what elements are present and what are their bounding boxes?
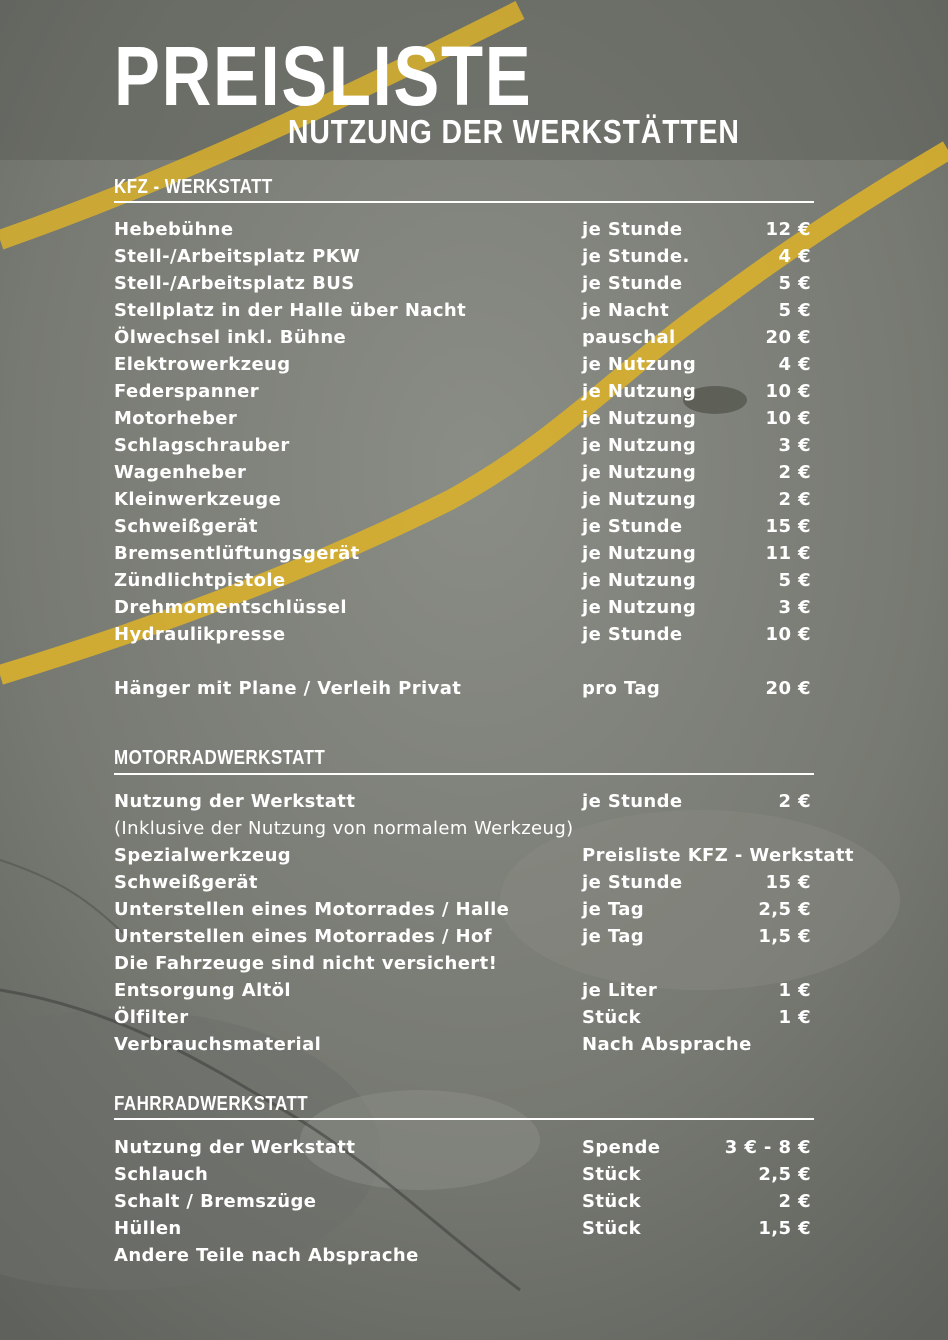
item-price: 5 € <box>778 300 811 321</box>
price-row <box>114 594 864 621</box>
price-row <box>114 977 864 1004</box>
item-name: Schlauch <box>114 1164 209 1185</box>
item-name: Spezialwerkzeug <box>114 845 292 866</box>
item-name: Verbrauchsmaterial <box>114 1034 322 1055</box>
item-unit: pro Tag <box>582 678 661 699</box>
item-price: 2 € <box>778 1191 811 1212</box>
item-name: Elektrowerkzeug <box>114 354 291 375</box>
price-row <box>114 216 864 243</box>
item-price: 20 € <box>765 678 811 699</box>
item-name: Ölfilter <box>114 1007 189 1028</box>
item-name: Stell-/Arbeitsplatz BUS <box>114 273 355 294</box>
price-row <box>114 1242 864 1269</box>
item-unit: je Nutzung <box>582 570 697 591</box>
item-name: Unterstellen eines Motorrades / Hof <box>114 926 492 947</box>
price-row <box>114 1134 864 1161</box>
item-unit: Stück <box>582 1164 642 1185</box>
price-row <box>114 1004 864 1031</box>
section-divider <box>114 1118 814 1120</box>
item-unit: Stück <box>582 1191 642 1212</box>
row-note: (Inklusive der Nutzung von normalem Werkzeug) <box>114 818 574 839</box>
item-name: Nutzung der Werkstatt <box>114 791 356 812</box>
item-price: 1,5 € <box>758 926 811 947</box>
item-unit: je Nacht <box>582 300 670 321</box>
item-name: Entsorgung Altöl <box>114 980 291 1001</box>
price-row <box>114 1031 864 1058</box>
item-name: Nutzung der Werkstatt <box>114 1137 356 1158</box>
item-name: Schweißgerät <box>114 872 258 893</box>
section-heading-fahrrad: FAHRRADWERKSTATT <box>114 1093 309 1115</box>
price-table-motorrad <box>114 788 864 1058</box>
item-unit: je Liter <box>582 980 658 1001</box>
price-row <box>114 378 864 405</box>
section-divider <box>114 201 814 203</box>
item-unit: je Stunde. <box>582 246 690 267</box>
item-name: Schweißgerät <box>114 516 258 537</box>
item-price: 2 € <box>778 489 811 510</box>
price-row <box>114 675 864 702</box>
section-heading-kfz: KFZ - WERKSTATT <box>114 176 273 198</box>
item-unit: Nach Absprache <box>582 1034 752 1055</box>
item-name: Motorheber <box>114 408 238 429</box>
item-name: Hänger mit Plane / Verleih Privat <box>114 678 462 699</box>
price-row <box>114 815 864 842</box>
item-name: Bremsentlüftungsgerät <box>114 543 360 564</box>
page-subtitle: NUTZUNG DER WERKSTÄTTEN <box>288 113 740 150</box>
price-row <box>114 297 864 324</box>
item-unit: je Nutzung <box>582 597 697 618</box>
item-price: 10 € <box>765 408 811 429</box>
item-name: Stellplatz in der Halle über Nacht <box>114 300 467 321</box>
item-name: Drehmomentschlüssel <box>114 597 347 618</box>
price-row <box>114 869 864 896</box>
item-unit: je Stunde <box>582 273 683 294</box>
item-name: Hebebühne <box>114 219 234 240</box>
item-price: 1 € <box>778 1007 811 1028</box>
item-name: Die Fahrzeuge sind nicht versichert! <box>114 953 498 974</box>
item-unit: je Nutzung <box>582 489 697 510</box>
price-row <box>114 621 864 648</box>
item-name: Federspanner <box>114 381 260 402</box>
price-row <box>114 405 864 432</box>
item-unit: Spende <box>582 1137 661 1158</box>
item-price: 1 € <box>778 980 811 1001</box>
item-price: 5 € <box>778 570 811 591</box>
item-unit: je Stunde <box>582 219 683 240</box>
price-row <box>114 459 864 486</box>
price-row <box>114 351 864 378</box>
item-unit: je Stunde <box>582 872 683 893</box>
price-row <box>114 432 864 459</box>
item-price: 2,5 € <box>758 899 811 920</box>
item-unit: je Nutzung <box>582 543 697 564</box>
item-unit: pauschal <box>582 327 676 348</box>
page-title: PREISLISTE <box>114 29 533 123</box>
item-unit: je Nutzung <box>582 408 697 429</box>
item-price: 15 € <box>765 516 811 537</box>
item-price: 4 € <box>778 246 811 267</box>
price-row <box>114 896 864 923</box>
section-divider <box>114 773 814 775</box>
item-name: Schlagschrauber <box>114 435 290 456</box>
row-spacer <box>114 648 864 675</box>
item-unit: je Nutzung <box>582 435 697 456</box>
item-unit: Preisliste KFZ - Werkstatt <box>582 845 854 866</box>
item-unit: je Nutzung <box>582 462 697 483</box>
price-row <box>114 513 864 540</box>
item-price: 2 € <box>778 462 811 483</box>
item-unit: Stück <box>582 1218 642 1239</box>
price-row <box>114 270 864 297</box>
item-price: 10 € <box>765 624 811 645</box>
item-unit: je Stunde <box>582 624 683 645</box>
item-name: Ölwechsel inkl. Bühne <box>114 327 347 348</box>
price-row <box>114 1215 864 1242</box>
item-price: 20 € <box>765 327 811 348</box>
item-name: Hüllen <box>114 1218 182 1239</box>
price-table-kfz <box>114 216 864 702</box>
item-name: Andere Teile nach Absprache <box>114 1245 419 1266</box>
price-row <box>114 842 864 869</box>
price-row <box>114 486 864 513</box>
price-row <box>114 788 864 815</box>
item-price: 3 € <box>778 597 811 618</box>
item-name: Hydraulikpresse <box>114 624 286 645</box>
price-row <box>114 567 864 594</box>
item-price: 11 € <box>765 543 811 564</box>
section-heading-motorrad: MOTORRADWERKSTATT <box>114 747 326 769</box>
item-price: 4 € <box>778 354 811 375</box>
price-row <box>114 540 864 567</box>
item-unit: je Nutzung <box>582 381 697 402</box>
item-name: Kleinwerkzeuge <box>114 489 282 510</box>
price-row <box>114 1188 864 1215</box>
item-price: 3 € <box>778 435 811 456</box>
item-price: 2 € <box>778 791 811 812</box>
item-unit: je Stunde <box>582 516 683 537</box>
item-price: 10 € <box>765 381 811 402</box>
item-price: 2,5 € <box>758 1164 811 1185</box>
price-row <box>114 923 864 950</box>
item-name: Wagenheber <box>114 462 247 483</box>
item-name: Stell-/Arbeitsplatz PKW <box>114 246 361 267</box>
item-name: Unterstellen eines Motorrades / Halle <box>114 899 510 920</box>
price-row <box>114 243 864 270</box>
item-price: 1,5 € <box>758 1218 811 1239</box>
item-unit: je Tag <box>582 926 645 947</box>
item-price: 12 € <box>765 219 811 240</box>
price-row <box>114 324 864 351</box>
price-row <box>114 950 864 977</box>
price-table-fahrrad <box>114 1134 864 1269</box>
item-unit: je Tag <box>582 899 645 920</box>
item-unit: je Nutzung <box>582 354 697 375</box>
item-name: Schalt / Bremszüge <box>114 1191 317 1212</box>
item-unit: je Stunde <box>582 791 683 812</box>
item-price: 15 € <box>765 872 811 893</box>
item-price: 3 € - 8 € <box>724 1137 811 1158</box>
item-price: 5 € <box>778 273 811 294</box>
item-name: Zündlichtpistole <box>114 570 286 591</box>
price-row <box>114 1161 864 1188</box>
item-unit: Stück <box>582 1007 642 1028</box>
